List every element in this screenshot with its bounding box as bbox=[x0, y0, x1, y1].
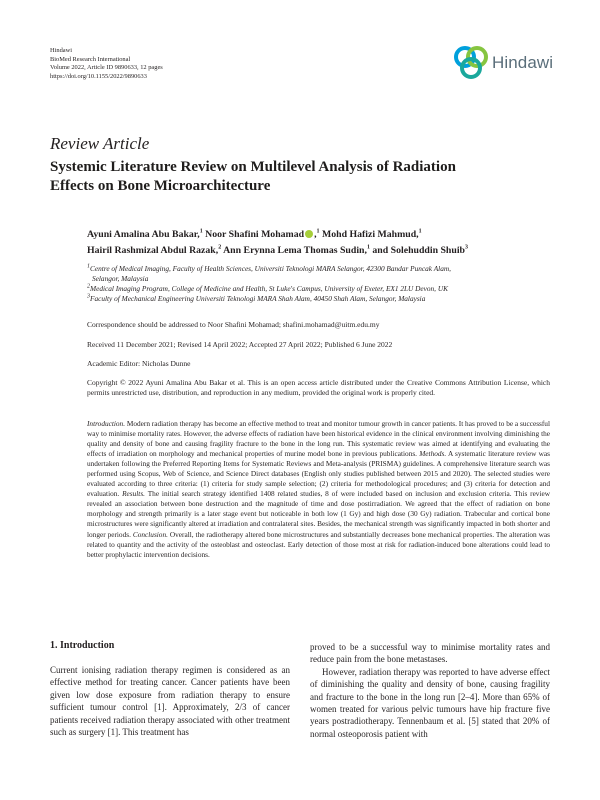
abstract-label: Introduction. bbox=[87, 419, 126, 428]
affiliation: $^2$Medical Imaging Program, College of Medicine and Health, St Luke's Campus, University of Exeter, EX1 2LU Devon, UK bbox=[87, 283, 448, 293]
correspondence: Correspondence should be addressed to Noor Shafini Mohamad; shafini.mohamad@uitm.edu.my bbox=[87, 320, 380, 329]
orcid-icon[interactable] bbox=[305, 230, 313, 238]
paragraph: However, radiation therapy was reported to have adverse effect of diminishing the quality and density of bone, causing fragility and fracture to the bone in the long run [2–4]. More than 65% of women treated for various pelvic tumours have hip fracture five years postradiotherapy. Tennenbaum et al. [5] stated that 20% of normal osteoporosis patient with bbox=[310, 666, 550, 739]
journal-header bbox=[50, 47, 163, 81]
author-list bbox=[87, 227, 567, 259]
abstract-label: Results. bbox=[122, 489, 145, 499]
author: Ann Erynna Lema Thomas Sudin, bbox=[223, 245, 367, 256]
journal-name: BioMed Research International bbox=[50, 55, 131, 63]
affiliations bbox=[87, 264, 557, 304]
section-heading: 1. Introduction bbox=[50, 640, 115, 651]
article-dates: Received 11 December 2021; Revised 14 April 2022; Accepted 27 April 2022; Published 6 June 2022 bbox=[87, 340, 393, 349]
hindawi-logo-text: Hindawi bbox=[492, 53, 554, 72]
affiliation: $^3$Faculty of Mechanical Engineering Universiti Teknologi MARA Shah Alam, 40450 Shah Alam, Selangor, Malaysia bbox=[87, 293, 426, 303]
article-type: Review Article bbox=[50, 134, 150, 153]
hindawi-logo bbox=[452, 44, 562, 84]
paragraph: proved to be a successful way to minimise mortality rates and reduce pain from the bone metastases. bbox=[310, 642, 550, 665]
author: Hairil Rashmizal Abdul Razak, bbox=[87, 245, 219, 256]
copyright-notice: Copyright © 2022 Ayuni Amalina Abu Bakar et al. This is an open access article distributed under the Creative Commons Attribution License, which permits unrestricted use, distribution, and reproduction in any medium, provided the original work is properly cited. bbox=[87, 378, 550, 397]
title-line: Effects on Bone Microarchitecture bbox=[50, 178, 271, 194]
author-line: Ayuni Amalina Abu Bakar,$^1$ Noor Shafini Mohamad ,$^1$ Mohd Hafizi Mahmud,$^1$ bbox=[87, 228, 422, 240]
hindawi-rings-icon bbox=[452, 44, 490, 82]
author: Noor Shafini Mohamad bbox=[205, 229, 305, 240]
affiliation: Selangor, Malaysia bbox=[92, 274, 149, 283]
title-line: Systemic Literature Review on Multilevel Analysis of Radiation bbox=[50, 159, 456, 175]
doi-link[interactable]: https://doi.org/10.1155/2022/9890633 bbox=[50, 72, 147, 80]
body-column-right bbox=[310, 641, 550, 740]
abstract: Introduction. Modern radiation therapy has become an effective method to treat and monitor tumour growth in cancer patients. It has proved to be a successful way to minimise mortality rates. However, the adverse effects of radiation have been historical evidence in the clinical environment involving diminishing the quality and density of bone and causing fragility fracture to the bone in the long run. This systematic review was aimed at identifying and evaluating the effects of irradiation on morphology and mechanical properties of murine model bone in previous publications. Methods. A systematic literature review was undertaken following the Preferred Reporting Items for Systematic Reviews and Meta-analysis (PRISMA) guidelines. A comprehensive literature search was performed using Scopus, Web of Science, and Science Direct databases (English only studies published between 2015 and 2020). The selected studies were evaluated according to three criteria: (1) criteria for study sample selection; (2) criteria for methodological procedures; and (3) criteria for detection and evaluation. Results. The initial search strategy identified 1408 related studies, 8 of were included based on inclusion and exclusion criteria. This review revealed an association between bone destruction and the magnitude of time and dose postirradiation. We agreed that the effect of radiation on bone morphology and strength primarily is a later stage event but noticeable in both low (1 Gy) and high dose (30 Gy) radiation. Trabecular and cortical bone microstructures were significantly altered at irradiation and contralateral sites. Besides, the mechanical strength was significantly impacted in both shorter and longer periods. Conclusion. Overall, the radiotherapy altered bone microstructures and substantially decreases bone mechanical properties. The alteration was related to quantity and the activity of the osteoblast and osteoclast. Early detection of those most at risk for radiation-induced bone alterations could lead to better prophylactic intervention decisions. bbox=[87, 419, 551, 559]
publisher-name: Hindawi bbox=[50, 47, 73, 54]
abstract-label: Conclusion. bbox=[132, 529, 168, 539]
affiliation: $^1$Centre of Medical Imaging, Faculty of Health Sciences, Universiti Teknologi MARA Selangor, 42300 Bandar Puncak Alam, bbox=[87, 263, 451, 273]
abstract-label: Methods. bbox=[419, 449, 447, 459]
academic-editor: Academic Editor: Nicholas Dunne bbox=[87, 359, 191, 368]
author: Ayuni Amalina Abu Bakar, bbox=[87, 229, 200, 240]
article-title bbox=[50, 158, 550, 196]
body-column-left bbox=[50, 664, 290, 738]
author: and Solehuddin Shuib bbox=[372, 245, 465, 256]
author-line: Hairil Rashmizal Abdul Razak,$^2$ Ann Erynna Lema Thomas Sudin,$^1$ and Solehuddin Shuib$^3$ bbox=[87, 244, 468, 256]
author: Mohd Hafizi Mahmud, bbox=[321, 229, 419, 240]
paragraph: Current ionising radiation therapy regimen is considered as an effective method for treating cancer. Cancer patients have been given low dose exposure from radiation therapy to ensure sufficient tumour control [1]. Approximately, 2/3 of cancer patients received radiation therapy associated with other treatment such as surgery [1]. This treatment has bbox=[50, 665, 290, 738]
volume-line: Volume 2022, Article ID 9890633, 12 pages bbox=[50, 64, 163, 72]
